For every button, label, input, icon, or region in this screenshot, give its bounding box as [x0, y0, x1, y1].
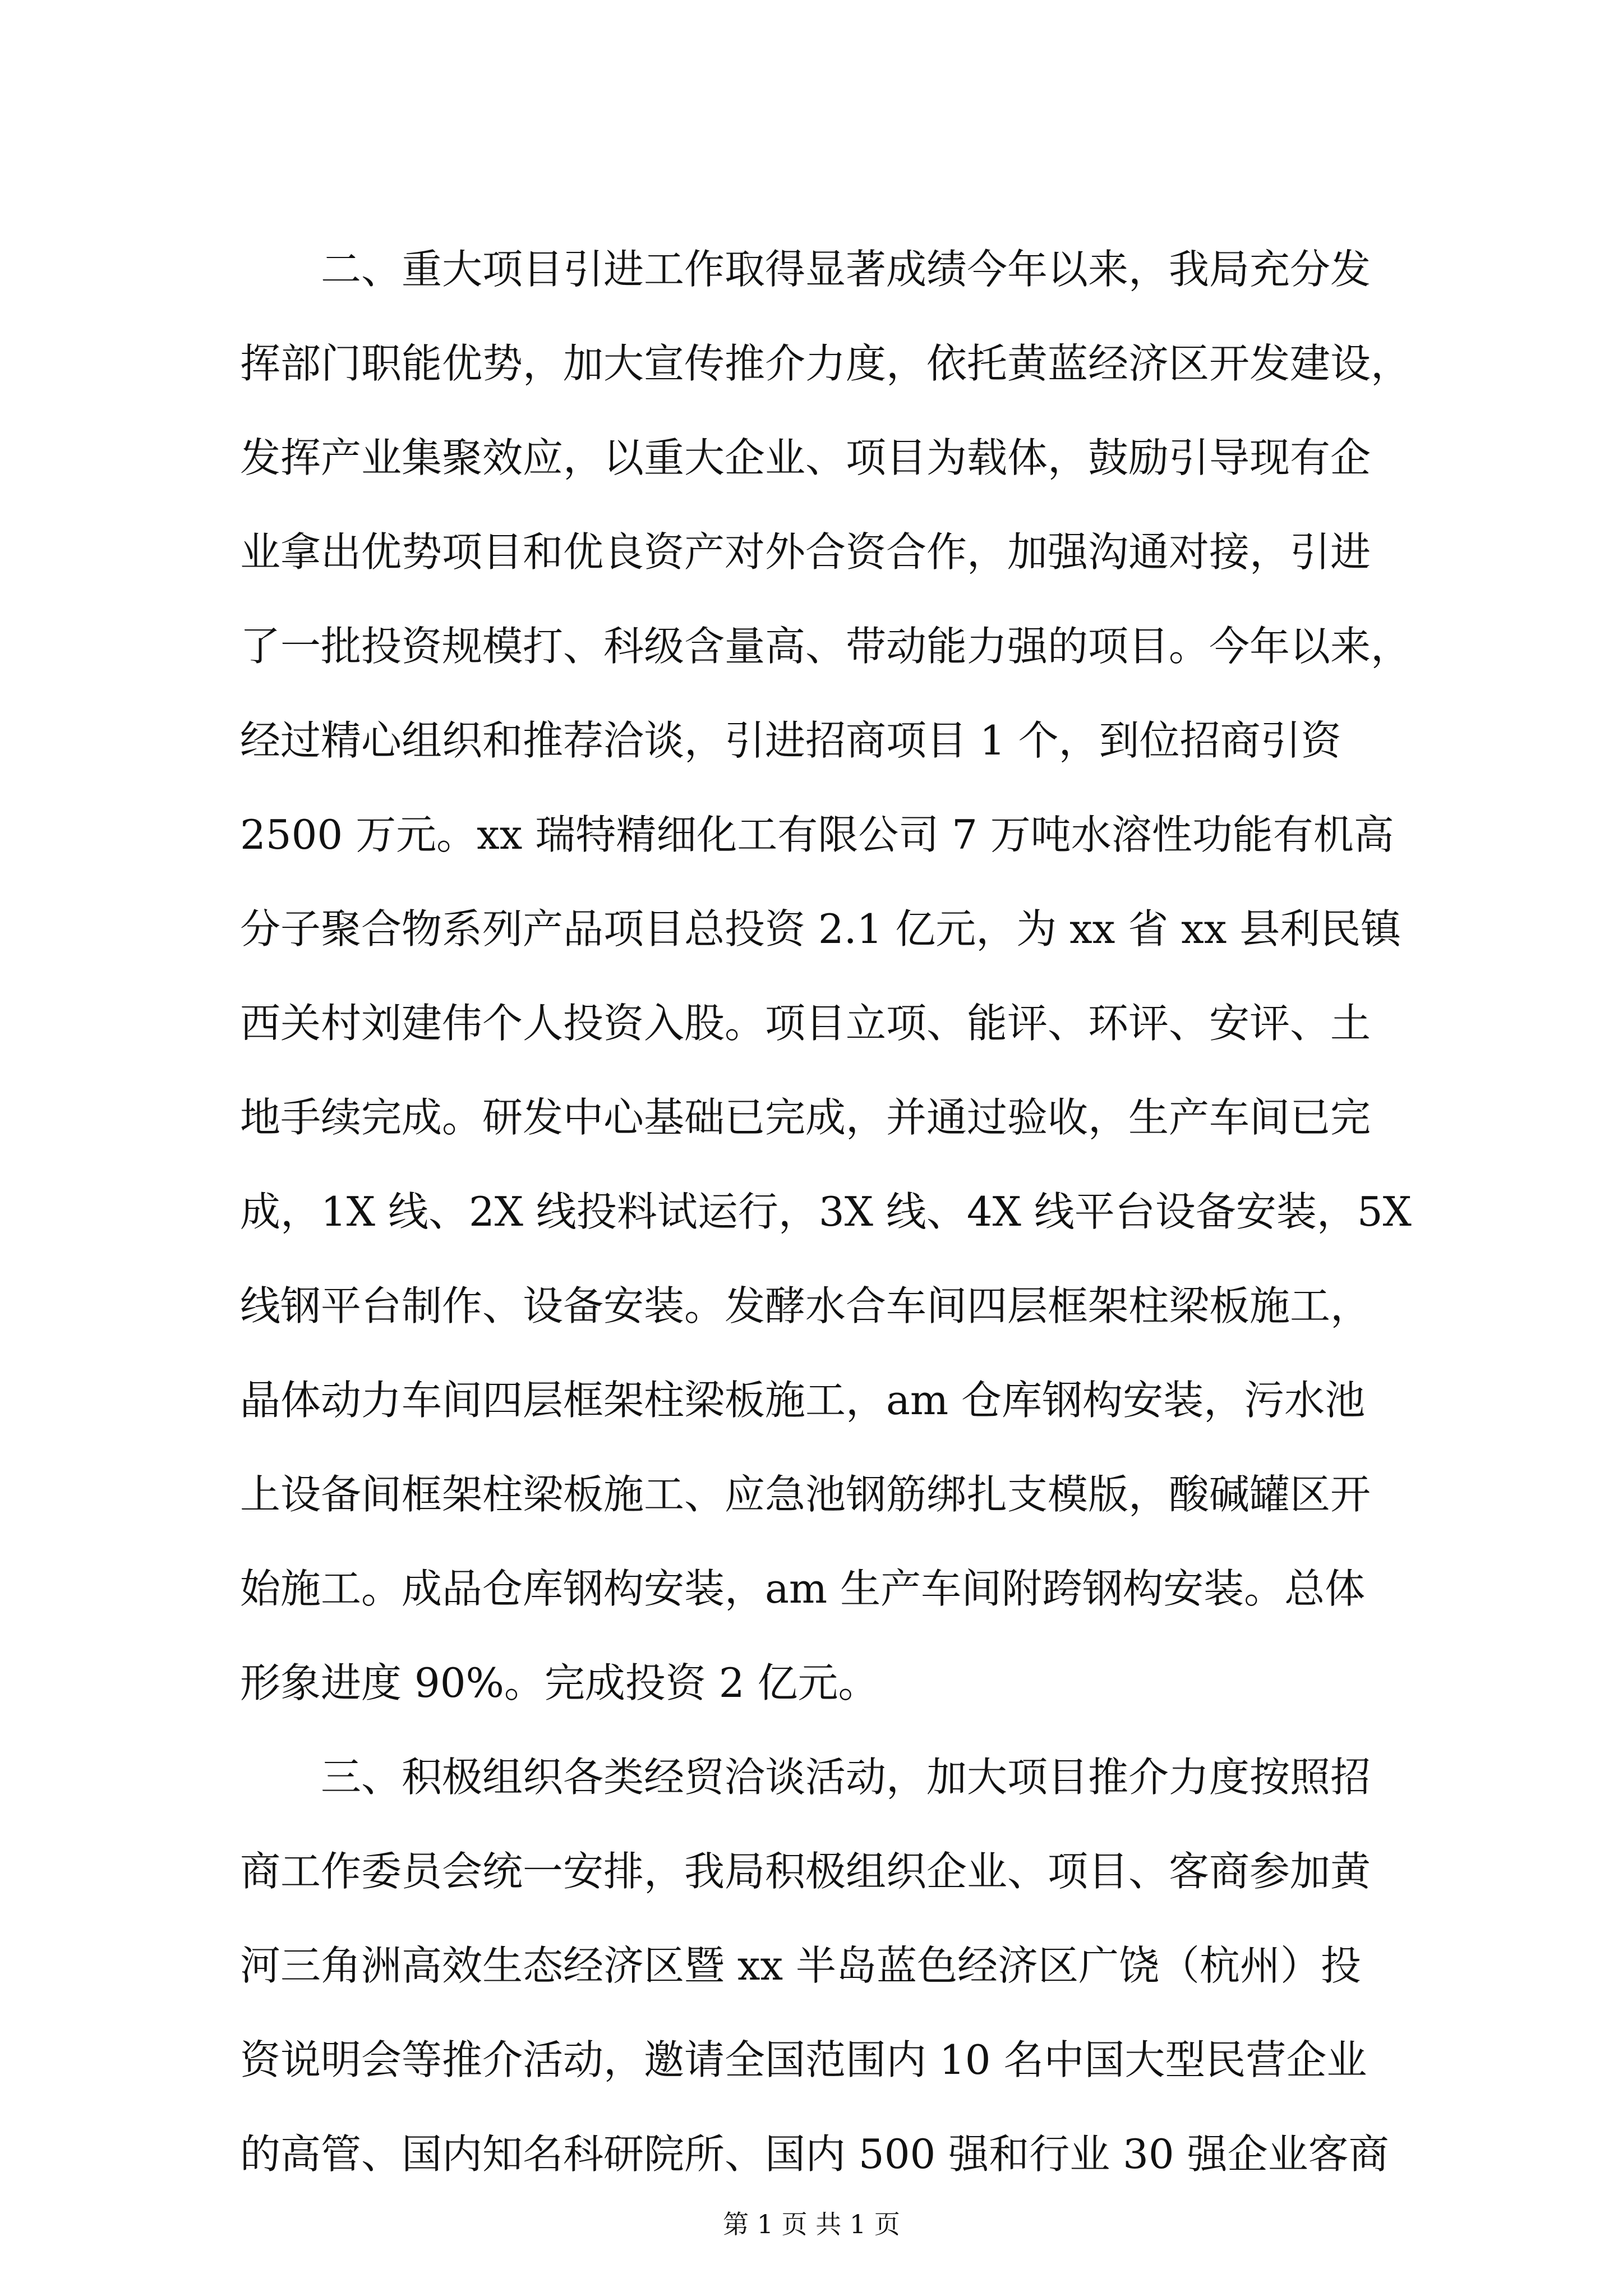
paragraph-line: 的高管、国内知名科研院所、国内 500 强和行业 30 强企业客商 [240, 2131, 1389, 2178]
paragraph-line: 线钢平台制作、设备安装。发酵水合车间四层框架柱梁板施工， [240, 1282, 1371, 1329]
paragraph-line: 上设备间框架柱梁板施工、应急池钢筋绑扎支模版，酸碱罐区开 [240, 1471, 1371, 1518]
paragraph-line: 成，1X 线、2X 线投料试运行，3X 线、4X 线平台设备安装，5X [240, 1188, 1412, 1235]
paragraph-line: 三、积极组织各类经贸洽谈活动，加大项目推介力度按照招 [321, 1754, 1371, 1801]
paragraph-line: 经过精心组织和推荐洽谈，引进招商项目 1 个，到位招商引资 [240, 717, 1341, 764]
paragraph-line: 挥部门职能优势，加大宣传推介力度，依托黄蓝经济区开发建设， [240, 340, 1412, 387]
paragraph-line: 业拿出优势项目和优良资产对外合资合作，加强沟通对接，引进 [240, 528, 1371, 576]
paragraph-line: 西关村刘建伟个人投资入股。项目立项、能评、环评、安评、土 [240, 1000, 1371, 1047]
paragraph-line: 晶体动力车间四层框架柱梁板施工，am 仓库钢构安装，污水池 [240, 1377, 1366, 1424]
paragraph-line: 始施工。成品仓库钢构安装，am 生产车间附跨钢构安装。总体 [240, 1565, 1366, 1612]
paragraph-line: 地手续完成。研发中心基础已完成，并通过验收，生产车间已完 [240, 1094, 1371, 1141]
paragraph-line: 商工作委员会统一安排，我局积极组织企业、项目、客商参加黄 [240, 1848, 1371, 1895]
page-footer: 第 1 页 共 1 页 [723, 2209, 900, 2239]
paragraph-line: 形象进度 90%。完成投资 2 亿元。 [240, 1659, 879, 1706]
paragraph-line: 分子聚合物系列产品项目总投资 2.1 亿元，为 xx 省 xx 县利民镇 [240, 905, 1401, 953]
paragraph-line: 二、重大项目引进工作取得显著成绩今年以来，我局充分发 [321, 246, 1371, 293]
paragraph-line: 发挥产业集聚效应，以重大企业、项目为载体，鼓励引导现有企 [240, 434, 1371, 481]
paragraph-line: 河三角洲高效生态经济区暨 xx 半岛蓝色经济区广饶（杭州）投 [240, 1942, 1361, 1989]
paragraph-line: 2500 万元。xx 瑞特精细化工有限公司 7 万吨水溶性功能有机高 [240, 811, 1394, 858]
paragraph-line: 了一批投资规模打、科级含量高、带动能力强的项目。今年以来， [240, 623, 1412, 670]
paragraph-line: 资说明会等推介活动，邀请全国范围内 10 名中国大型民营企业 [240, 2036, 1367, 2083]
